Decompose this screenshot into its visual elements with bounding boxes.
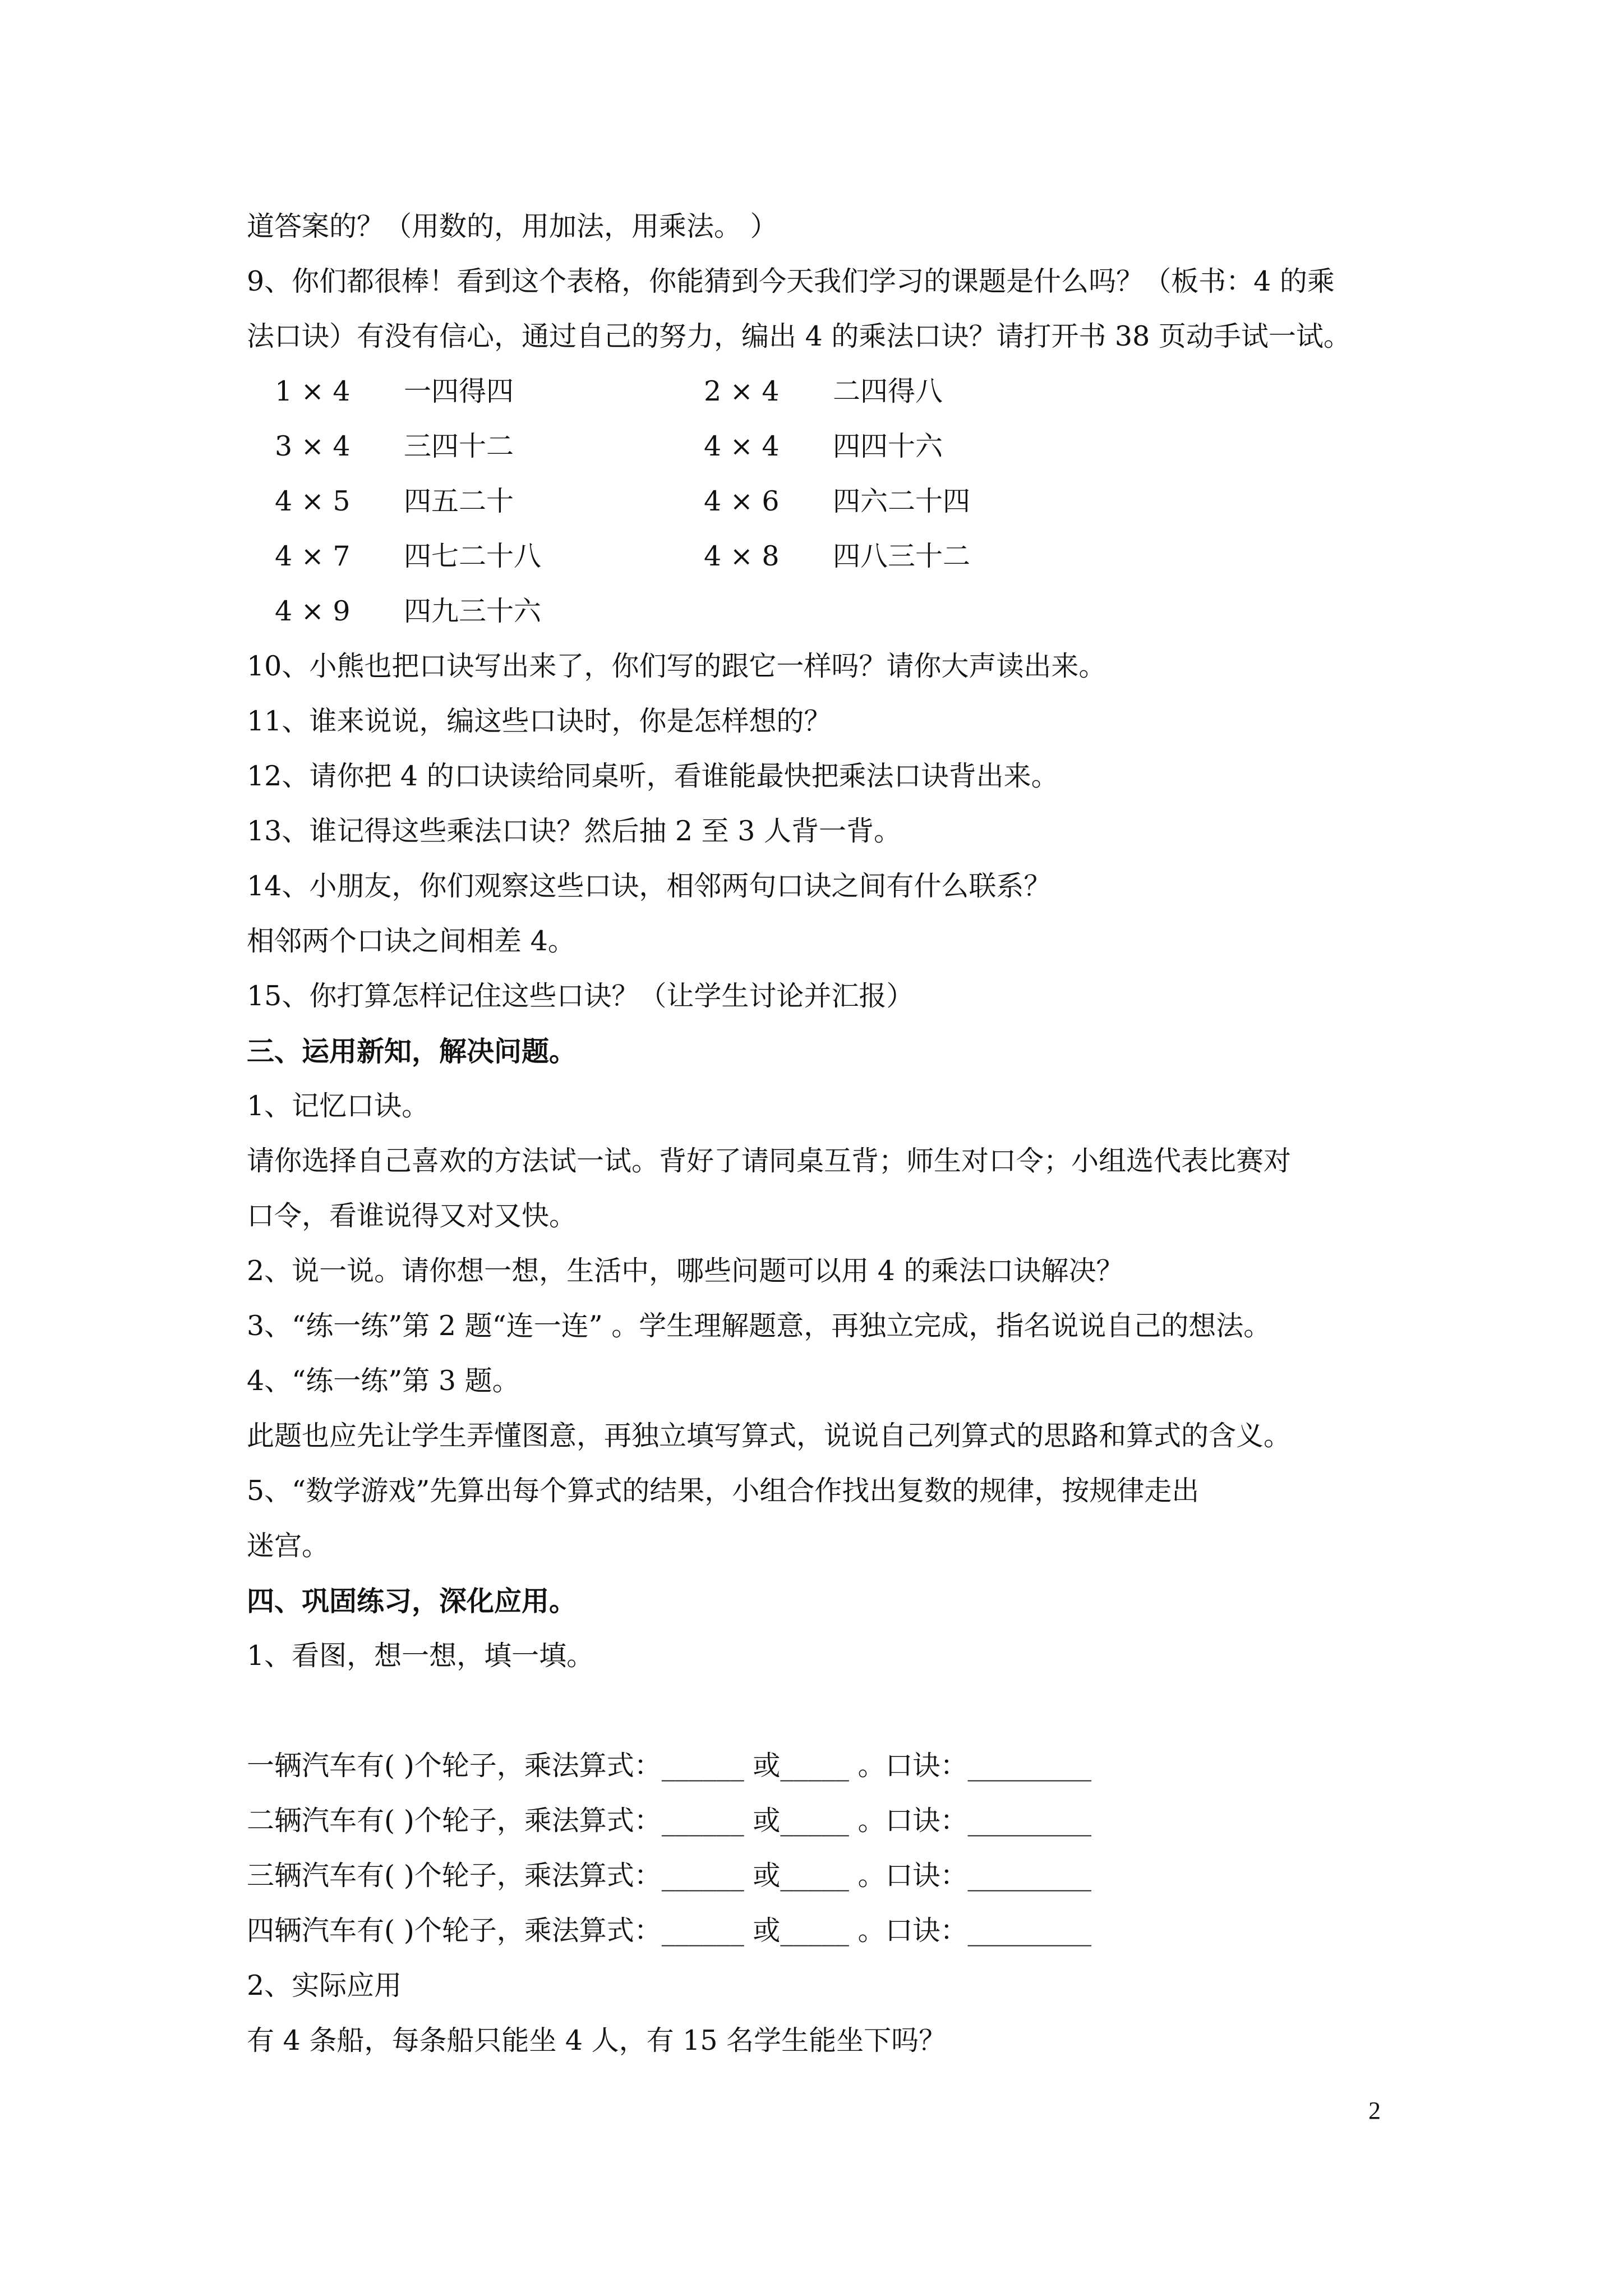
text-line: 相邻两个口诀之间相差 4。 [247, 925, 575, 957]
text-line: 请你选择自己喜欢的方法试一试。背好了请同桌互背；师生对口令；小组选代表比赛对 [247, 1145, 1292, 1177]
table-rhyme: 四七二十八 [404, 540, 542, 572]
text-line: 5、“数学游戏”先算出每个算式的结果，小组合作找出复数的规律，按规律走出 [247, 1475, 1200, 1507]
table-rhyme: 四六二十四 [833, 485, 971, 517]
text-line: 9、你们都很棒！看到这个表格，你能猜到今天我们学习的课题是什么吗？（板书：4 的乘 [247, 265, 1335, 297]
table-rhyme: 四八三十二 [833, 540, 971, 572]
table-expr: 4 × 4 [704, 430, 780, 462]
table-rhyme: 一四得四 [404, 375, 514, 407]
table-expr: 4 × 8 [704, 540, 780, 572]
text-line: 4、“练一练”第 3 题。 [247, 1365, 520, 1397]
text-line: 1、看图，想一想，填一填。 [247, 1640, 594, 1672]
table-expr: 4 × 6 [704, 485, 780, 517]
text-line: 法口诀）有没有信心，通过自己的努力，编出 4 的乘法口诀？请打开书 38 页动手试一试。 [247, 320, 1351, 352]
text-line: 11、谁来说说，编这些口诀时，你是怎样想的？ [247, 705, 832, 737]
fill-in-line: 二辆汽车有( )个轮子，乘法算式：______ 或_____ 。口诀：_________ [247, 1805, 1091, 1837]
fill-in-line: 三辆汽车有( )个轮子，乘法算式：______ 或_____ 。口诀：_________ [247, 1860, 1091, 1892]
fill-in-line: 一辆汽车有( )个轮子，乘法算式：______ 或_____ 。口诀：_________ [247, 1750, 1091, 1782]
text-line: 口令，看谁说得又对又快。 [247, 1200, 577, 1232]
text-line: 12、请你把 4 的口诀读给同桌听，看谁能最快把乘法口诀背出来。 [247, 760, 1059, 792]
table-rhyme: 四五二十 [404, 485, 514, 517]
table-expr: 2 × 4 [704, 375, 780, 407]
text-line: 2、说一说。请你想一想，生活中，哪些问题可以用 4 的乘法口诀解决？ [247, 1255, 1124, 1287]
table-expr: 4 × 9 [275, 595, 351, 627]
text-line: 有 4 条船，每条船只能坐 4 人，有 15 名学生能坐下吗？ [247, 2024, 947, 2056]
text-line: 3、“练一练”第 2 题“连一连” 。学生理解题意，再独立完成，指名说说自己的想法。 [247, 1310, 1271, 1342]
text-line: 15、你打算怎样记住这些口诀？（让学生讨论并汇报） [247, 980, 914, 1012]
section-heading: 四、巩固练习，深化应用。 [247, 1585, 577, 1617]
text-line: 此题也应先让学生弄懂图意，再独立填写算式，说说自己列算式的思路和算式的含义。 [247, 1420, 1292, 1452]
table-rhyme: 四四十六 [833, 430, 943, 462]
text-line: 迷宫。 [247, 1530, 330, 1562]
text-line: 2、实际应用 [247, 1970, 402, 2001]
table-expr: 1 × 4 [275, 375, 351, 407]
text-line: 13、谁记得这些乘法口诀？然后抽 2 至 3 人背一背。 [247, 815, 902, 847]
page-number: 2 [1368, 2097, 1381, 2124]
text-line: 1、记忆口诀。 [247, 1090, 430, 1122]
table-expr: 4 × 7 [275, 540, 351, 572]
table-rhyme: 二四得八 [833, 375, 943, 407]
text-line: 14、小朋友，你们观察这些口诀，相邻两句口诀之间有什么联系？ [247, 870, 1052, 902]
table-rhyme: 四九三十六 [404, 595, 542, 627]
table-rhyme: 三四十二 [404, 430, 514, 462]
table-expr: 3 × 4 [275, 430, 351, 462]
text-line: 道答案的？（用数的，用加法，用乘法。 ） [247, 210, 778, 242]
text-line: 10、小熊也把口诀写出来了，你们写的跟它一样吗？请你大声读出来。 [247, 650, 1106, 682]
table-expr: 4 × 5 [275, 485, 351, 517]
fill-in-line: 四辆汽车有( )个轮子，乘法算式：______ 或_____ 。口诀：_________ [247, 1915, 1091, 1947]
section-heading: 三、运用新知，解决问题。 [247, 1035, 577, 1068]
